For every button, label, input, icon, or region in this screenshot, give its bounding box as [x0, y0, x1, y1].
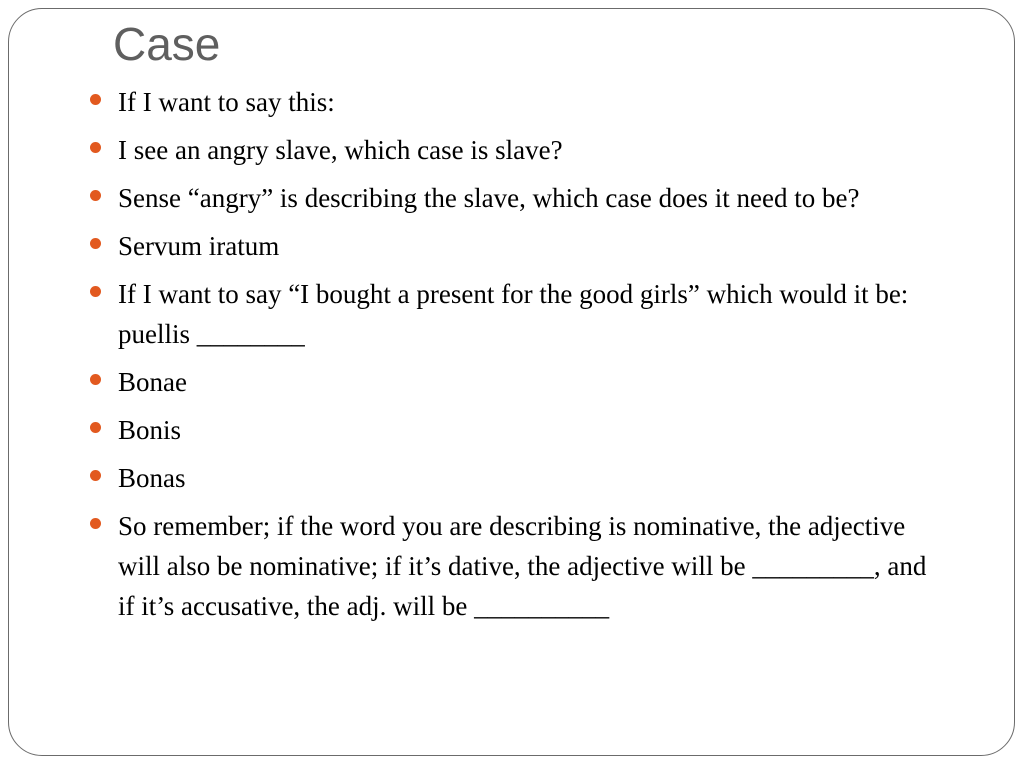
bullet-dot-icon [90, 374, 101, 385]
bullet-item [118, 362, 938, 402]
bullet-item [118, 506, 938, 626]
bullet-item [118, 226, 938, 266]
bullet-dot-icon [90, 238, 101, 249]
bullet-text: Bonis [118, 415, 182, 445]
bullet-item [118, 458, 938, 498]
bullet-dot-icon [90, 142, 101, 153]
bullet-list [118, 82, 938, 634]
bullet-text: I see an angry slave, which case is slave? [118, 135, 563, 165]
bullet-text: So remember; if the word you are describing is nominative, the adjective will also be nominative; if it’s dative, the adjective will be _________, and if it’s accusative, the adj. will be __________ [118, 511, 927, 621]
bullet-item [118, 130, 938, 170]
bullet-text: Bonae [118, 367, 187, 397]
bullet-dot-icon [90, 470, 101, 481]
bullet-item [118, 410, 938, 450]
bullet-dot-icon [90, 518, 101, 529]
bullet-dot-icon [90, 94, 101, 105]
bullet-dot-icon [90, 422, 101, 433]
bullet-text: If I want to say this: [118, 87, 335, 117]
bullet-text: Bonas [118, 463, 186, 493]
bullet-dot-icon [90, 286, 101, 297]
bullet-item [118, 178, 938, 218]
bullet-text: Sense “angry” is describing the slave, which case does it need to be? [118, 183, 860, 213]
bullet-item [118, 274, 938, 354]
bullet-item [118, 82, 938, 122]
bullet-text: Servum iratum [118, 231, 280, 261]
bullet-dot-icon [90, 190, 101, 201]
slide-title: Case [113, 18, 221, 70]
bullet-text: If I want to say “I bought a present for the good girls” which would it be: puellis ________ [118, 279, 909, 349]
